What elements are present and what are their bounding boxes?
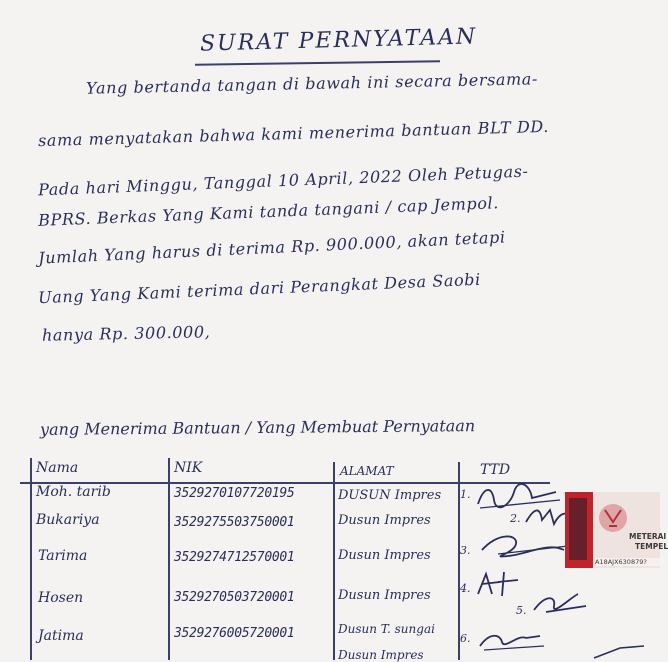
table-row-nik: 3529270503720001 [174, 590, 295, 605]
stamp-label: METERAI [629, 532, 667, 541]
column-header-ttd: TTD [480, 462, 511, 478]
signature-scribble [470, 568, 530, 600]
column-header-alamat: ALAMAT [340, 464, 394, 478]
title-underline [195, 60, 440, 65]
table-row-alamat: Dusun Impres [338, 588, 431, 603]
table-rule [168, 458, 170, 660]
table-row-no: 3. [460, 544, 471, 557]
table-row-alamat: DUSUN Impres [338, 488, 442, 503]
table-row-nik: 3529270107720195 [174, 486, 295, 501]
document-title: SURAT PERNYATAAN [199, 24, 478, 57]
table-row-nama: Moh. tarib [36, 484, 111, 500]
stamp-graphic [565, 492, 660, 568]
paragraph-line: BPRS. Berkas Yang Kami tanda tangani / cap Jempol. [37, 193, 500, 230]
table-row-nama: Hosen [38, 590, 84, 606]
signature-scribble [590, 644, 650, 660]
table-row-alamat: Dusun Impres [338, 648, 424, 662]
meterai-stamp [565, 492, 668, 568]
column-header-nik: NIK [174, 460, 203, 476]
table-row-no: 1. [460, 488, 471, 501]
table-row-nik: 3529276005720001 [174, 626, 295, 641]
column-header-nama: Nama [36, 460, 79, 476]
paragraph-line: Pada hari Minggu, Tanggal 10 April, 2022 Oleh Petugas- [37, 161, 529, 200]
stamp-serial: A18AJX630879? [595, 558, 647, 566]
table-row-no: 4. [460, 582, 471, 595]
table-row-nama: Tarima [38, 548, 88, 564]
signature-table [20, 458, 660, 660]
table-row-nik: 3529274712570001 [174, 550, 295, 565]
table-row-no: 5. [516, 604, 527, 617]
paragraph-line: Jumlah Yang harus di terima Rp. 900.000, akan tetapi [37, 227, 507, 268]
paragraph-line: sama menyatakan bahwa kami menerima bantuan BLT DD. [37, 116, 550, 151]
table-rule [333, 462, 335, 660]
signature-scribble [468, 528, 578, 562]
table-row-nama: Jatima [38, 628, 84, 644]
table-row-alamat: Dusun Impres [338, 548, 431, 563]
paragraph-line: hanya Rp. 300.000, [41, 322, 211, 345]
stamp-label: TEMPEL [635, 542, 668, 551]
signature-scribble [470, 624, 560, 654]
table-row-alamat: Dusun Impres [338, 513, 431, 528]
table-row-no: 6. [460, 632, 471, 645]
signature-scribble [526, 586, 596, 618]
table-row-no: 2. [510, 512, 521, 525]
paragraph-line: Uang Yang Kami terima dari Perangkat Desa Saobi [37, 269, 482, 308]
table-row-nama: Bukariya [36, 512, 100, 528]
table-row-alamat: Dusun T. sungai [338, 622, 435, 636]
table-row-nik: 3529275503750001 [174, 515, 295, 530]
paragraph-line: Yang bertanda tangan di bawah ini secara bersama- [85, 69, 539, 98]
signature-heading: yang Menerima Bantuan / Yang Membuat Pernyataan [39, 416, 476, 439]
table-rule [30, 458, 32, 660]
